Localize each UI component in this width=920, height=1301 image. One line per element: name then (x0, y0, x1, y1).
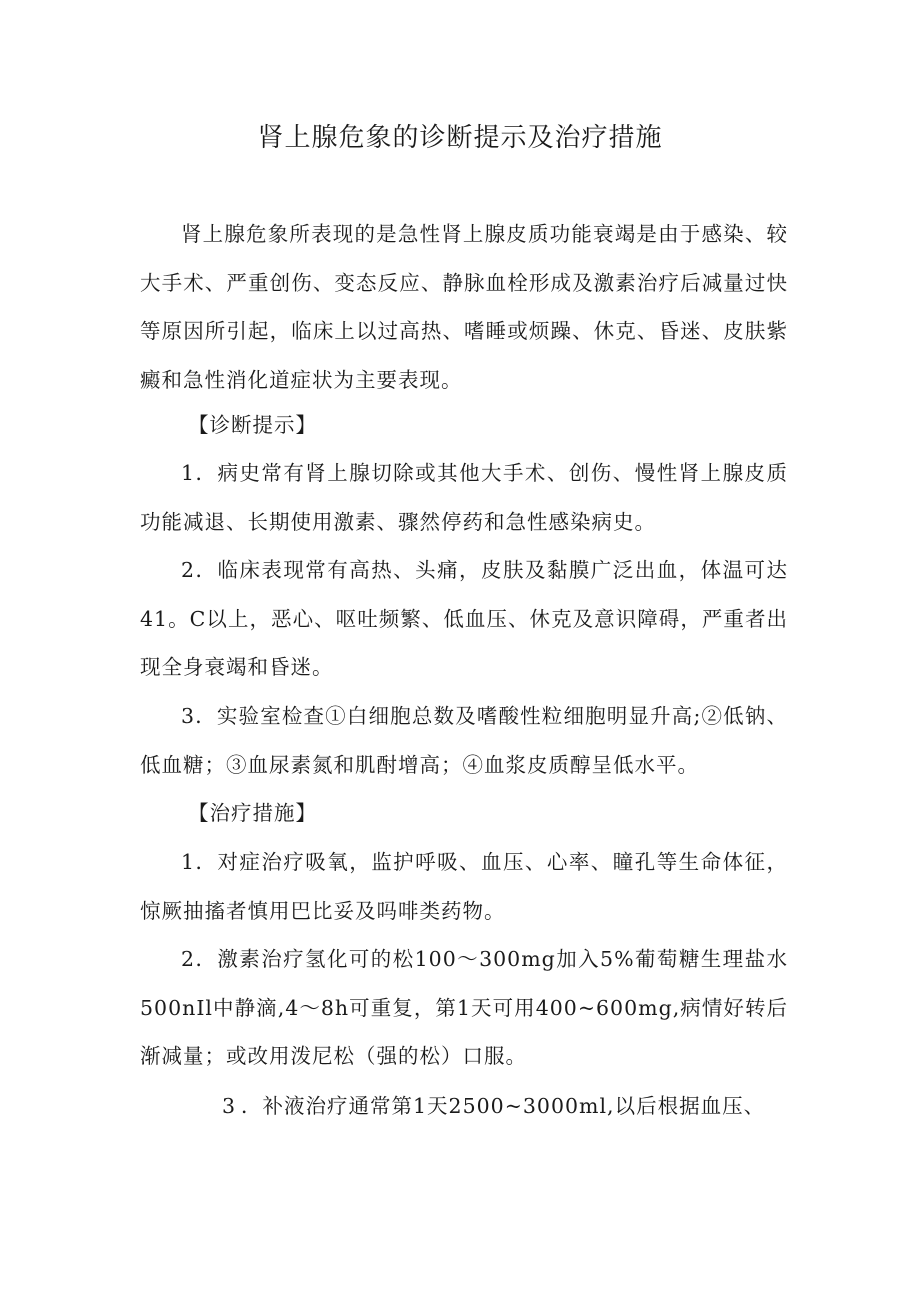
diagnosis-item-3: 3．实验室检查①白细胞总数及嗜酸性粒细胞明显升高;②低钠、低血糖；③血尿素氮和肌酎增高；④血浆皮质醇呈低水平。 (140, 704, 788, 777)
treatment-item-3-text: ．补液治疗通常第1天2500~3000ml,以后根据血压、 (241, 1094, 766, 1118)
diagnosis-item-2: 2．临床表现常有高热、头痛，皮肤及黏膜广泛出血，体温可达41。C以上，恶心、呕吐频繁、低血压、休克及意识障碍，严重者出现全身衰竭和昏迷。 (140, 558, 788, 679)
treatment-item-3 (140, 1082, 788, 1131)
diagnosis-heading: 【诊断提示】 (188, 413, 317, 437)
treatment-item-3-number: 3 (222, 1094, 237, 1118)
treatment-item-1: 1．对症治疗吸氧，监护呼吸、血压、心率、瞳孔等生命体征，惊厥抽搐者慎用巴比妥及吗啡类药物。 (140, 850, 788, 923)
treatment-heading: 【治疗措施】 (188, 801, 317, 825)
intro-paragraph: 肾上腺危象所表现的是急性肾上腺皮质功能衰竭是由于感染、较大手术、严重创伤、变态反应、静脉血栓形成及激素治疗后减量过快等原因所引起，临床上以过高热、嗜睡或烦躁、休克、昏迷、皮肤紫癜和急性消化道症状为主要表现。 (140, 222, 788, 392)
document-title: 肾上腺危象的诊断提示及治疗措施 (257, 123, 663, 153)
treatment-item-2: 2．激素治疗氢化可的松100～300mg加入5%葡萄糖生理盐水500nIl中静滴,4～8h可重复，第1天可用400~600mg,病情好转后渐减量；或改用泼尼松（强的松）口服。 (140, 947, 788, 1068)
diagnosis-item-1: 1．病史常有肾上腺切除或其他大手术、创伤、慢性肾上腺皮质功能减退、长期使用激素、骤然停药和急性感染病史。 (140, 461, 788, 534)
